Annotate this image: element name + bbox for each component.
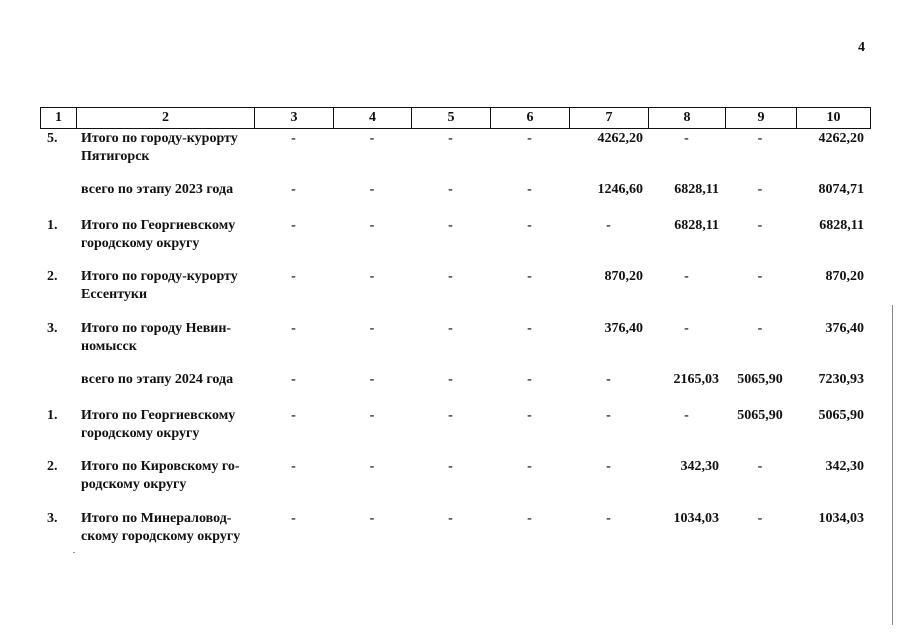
row-name: всего по этапу 2023 года — [81, 182, 234, 197]
cell-col-7: 1246,60 — [597, 182, 643, 197]
cell-col-7: 4262,20 — [597, 131, 643, 146]
cell-col-10: 4262,20 — [818, 131, 864, 146]
cell-col-3: - — [291, 321, 296, 336]
cell-col-7: 376,40 — [604, 321, 643, 336]
cell-col-3: - — [291, 459, 296, 474]
cell-col-5: - — [448, 372, 453, 387]
column-number-header — [40, 107, 871, 129]
header-col-8: 8 — [649, 108, 726, 129]
cell-col-7: - — [606, 218, 611, 233]
cell-col-8: - — [684, 408, 689, 423]
cell-col-9: - — [757, 511, 763, 526]
row-name: Итого по городу Невин-номысск — [81, 321, 232, 354]
cell-col-9: - — [757, 321, 763, 336]
row-name: Итого по Георгиевскому городскому округу — [81, 218, 236, 251]
row-number: 3. — [47, 511, 58, 526]
cell-col-5: - — [448, 269, 453, 284]
header-col-2: 2 — [77, 108, 255, 129]
cell-col-9: - — [757, 459, 763, 474]
cell-col-9: 5065,90 — [737, 408, 783, 423]
header-col-7: 7 — [570, 108, 649, 129]
row-name: Итого по городу-курорту Пятигорск — [81, 131, 238, 164]
cell-col-6: - — [527, 459, 532, 474]
cell-col-5: - — [448, 321, 453, 336]
cell-col-5: - — [448, 131, 453, 146]
cell-col-7: - — [606, 511, 611, 526]
cell-col-6: - — [527, 321, 532, 336]
cell-col-7: - — [606, 408, 611, 423]
row-number: 1. — [47, 408, 58, 423]
cell-col-6: - — [527, 372, 532, 387]
cell-col-4: - — [369, 321, 375, 336]
row-name: Итого по Георгиевскому городскому округу — [81, 408, 236, 441]
cell-col-9: 5065,90 — [737, 372, 783, 387]
header-col-3: 3 — [255, 108, 334, 129]
cell-col-10: 5065,90 — [818, 408, 864, 423]
header-col-9: 9 — [726, 108, 797, 129]
cell-col-8: 342,30 — [680, 459, 719, 474]
row-number: 3. — [47, 321, 58, 336]
header-col-1: 1 — [41, 108, 77, 129]
cell-col-4: - — [369, 511, 375, 526]
cell-col-10: 8074,71 — [818, 182, 864, 197]
cell-col-4: - — [369, 269, 375, 284]
row-number: 2. — [47, 269, 58, 284]
cell-col-9: - — [757, 131, 763, 146]
cell-col-5: - — [448, 459, 453, 474]
cell-col-6: - — [527, 182, 532, 197]
row-name: Итого по Кировскому го-родскому округу — [81, 459, 240, 492]
cell-col-3: - — [291, 269, 296, 284]
row-number: 5. — [47, 131, 58, 146]
cell-col-9: - — [757, 269, 763, 284]
cell-col-10: 342,30 — [825, 459, 864, 474]
cell-col-7: - — [606, 372, 611, 387]
cell-col-3: - — [291, 511, 296, 526]
cell-col-4: - — [369, 372, 375, 387]
cell-col-4: - — [369, 459, 375, 474]
cell-col-6: - — [527, 131, 532, 146]
cell-col-3: - — [291, 408, 296, 423]
cell-col-3: - — [291, 131, 296, 146]
cell-col-10: 870,20 — [825, 269, 864, 284]
header-col-10: 10 — [797, 108, 871, 129]
cell-col-5: - — [448, 218, 453, 233]
row-name: Итого по Минераловод-скому городскому округу — [81, 511, 241, 544]
cell-col-6: - — [527, 408, 532, 423]
cell-col-9: - — [757, 218, 763, 233]
cell-col-4: - — [369, 408, 375, 423]
cell-col-7: - — [606, 459, 611, 474]
cell-col-6: - — [527, 269, 532, 284]
cell-col-8: 6828,11 — [674, 218, 719, 233]
cell-col-8: 1034,03 — [673, 511, 719, 526]
cell-col-3: - — [291, 372, 296, 387]
cell-col-4: - — [369, 218, 375, 233]
cell-col-8: 6828,11 — [674, 182, 719, 197]
scan-speck — [73, 552, 75, 553]
scan-edge-line — [892, 305, 893, 625]
cell-col-4: - — [369, 131, 375, 146]
cell-col-10: 7230,93 — [818, 372, 864, 387]
cell-col-5: - — [448, 511, 453, 526]
row-number: 2. — [47, 459, 58, 474]
cell-col-10: 1034,03 — [818, 511, 864, 526]
cell-col-4: - — [369, 182, 375, 197]
cell-col-7: 870,20 — [604, 269, 643, 284]
cell-col-9: - — [757, 182, 763, 197]
cell-col-6: - — [527, 218, 532, 233]
cell-col-8: - — [684, 269, 689, 284]
header-col-4: 4 — [334, 108, 412, 129]
cell-col-5: - — [448, 408, 453, 423]
cell-col-8: - — [684, 131, 689, 146]
cell-col-6: - — [527, 511, 532, 526]
cell-col-3: - — [291, 182, 296, 197]
cell-col-10: 6828,11 — [819, 218, 864, 233]
cell-col-5: - — [448, 182, 453, 197]
page-number: 4 — [858, 40, 865, 55]
cell-col-3: - — [291, 218, 296, 233]
row-number: 1. — [47, 218, 58, 233]
row-name: Итого по городу-курорту Ессентуки — [81, 269, 238, 302]
cell-col-8: - — [684, 321, 689, 336]
header-col-5: 5 — [412, 108, 491, 129]
row-name: всего по этапу 2024 года — [81, 372, 234, 387]
cell-col-8: 2165,03 — [673, 372, 719, 387]
cell-col-10: 376,40 — [825, 321, 864, 336]
header-col-6: 6 — [491, 108, 570, 129]
